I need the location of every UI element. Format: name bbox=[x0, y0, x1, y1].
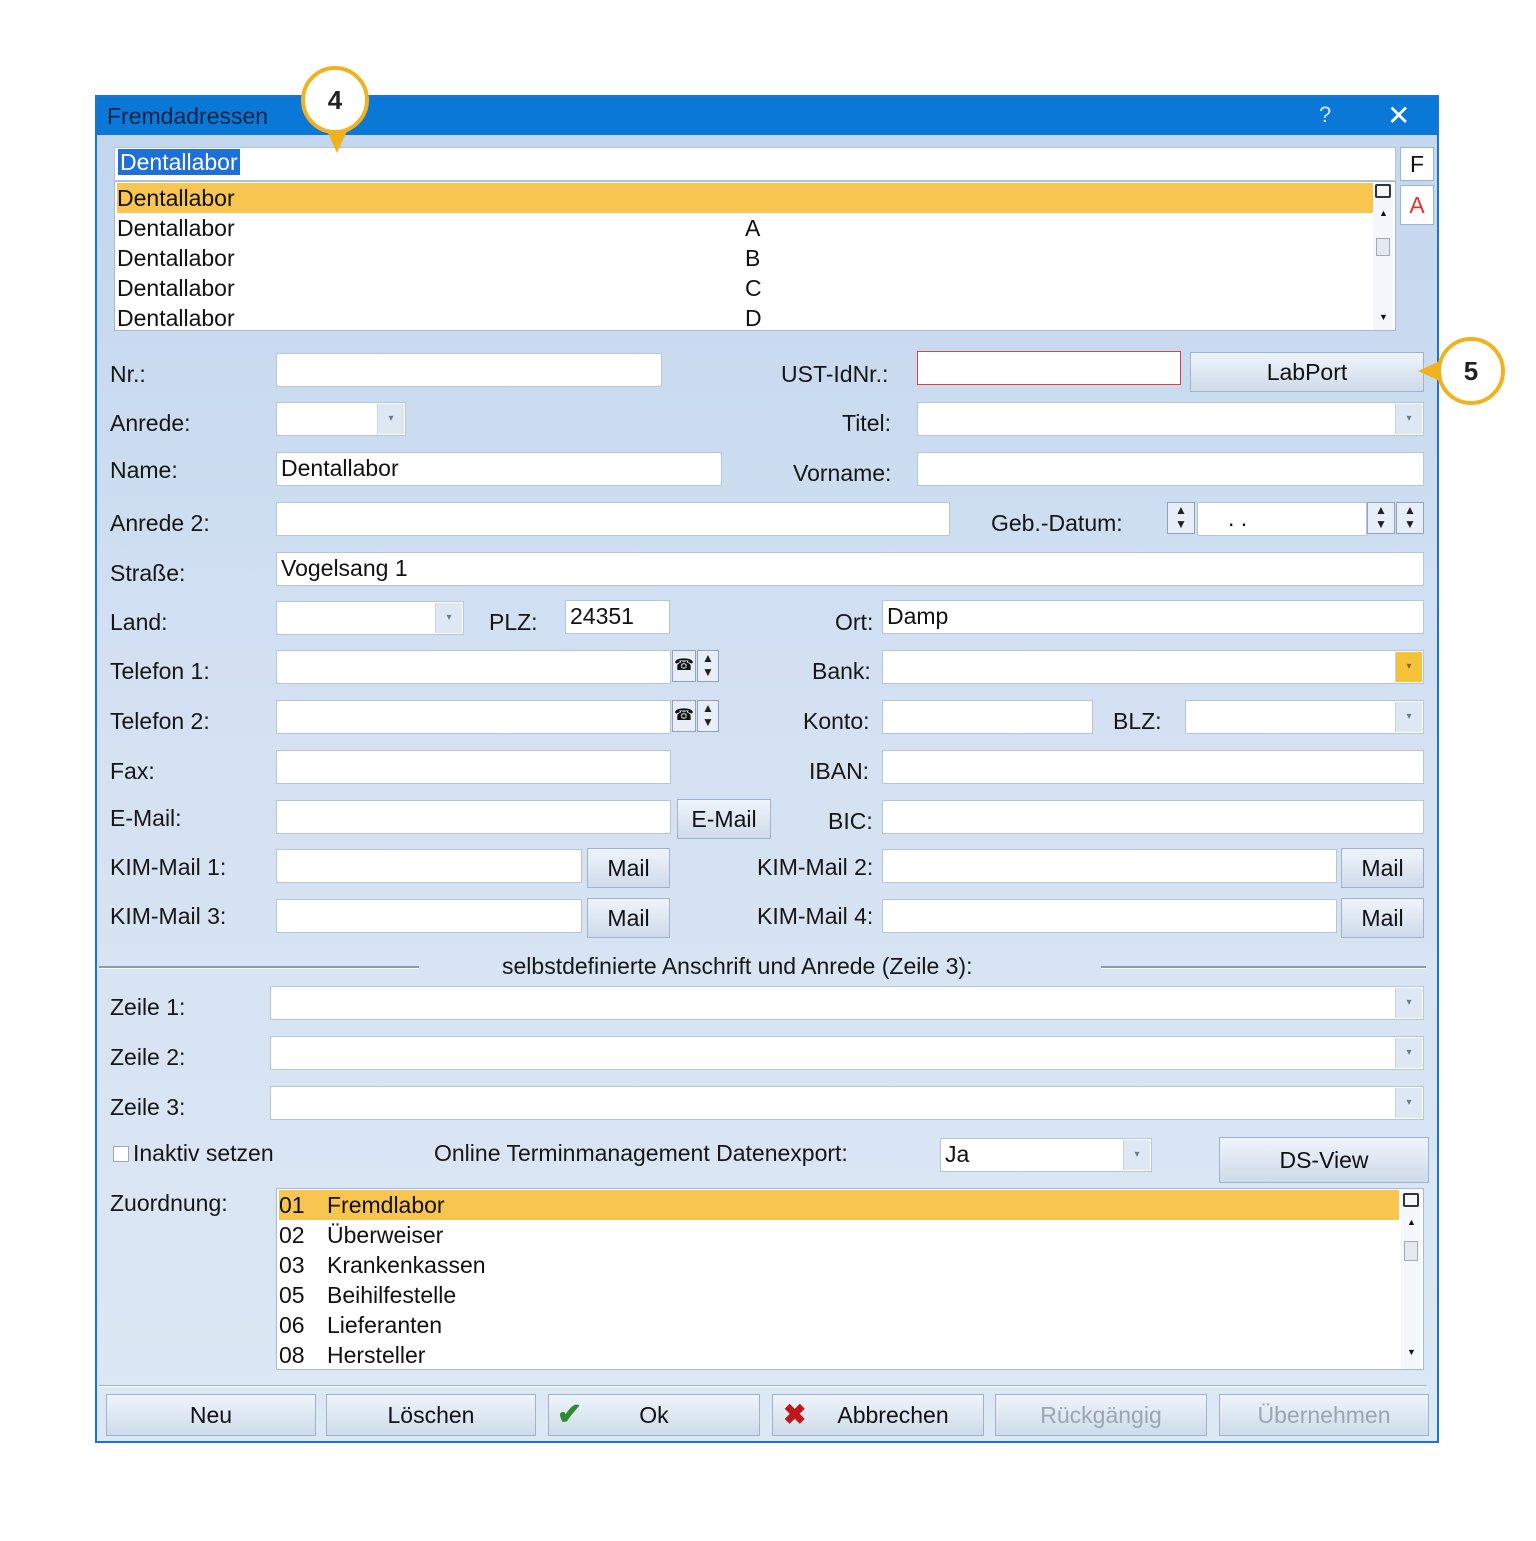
plz-label: PLZ: bbox=[489, 609, 538, 635]
email-label: E-Mail: bbox=[110, 805, 182, 831]
bic-label: BIC: bbox=[828, 808, 873, 834]
callout-5: 5 bbox=[1437, 337, 1505, 405]
nr-field[interactable] bbox=[276, 353, 662, 387]
name-label: Name: bbox=[110, 457, 178, 483]
callout-4-pointer bbox=[327, 131, 347, 153]
zeile3-label: Zeile 3: bbox=[110, 1094, 186, 1120]
close-icon[interactable]: ✕ bbox=[1387, 100, 1411, 131]
zeile1-select[interactable] bbox=[270, 986, 1424, 1020]
kim-mail1-button[interactable]: Mail bbox=[587, 848, 670, 888]
chevron-down-icon[interactable]: ▾ bbox=[1123, 1140, 1150, 1170]
scroll-thumb[interactable] bbox=[1376, 238, 1390, 256]
list-item[interactable]: Dentallabor B bbox=[117, 245, 761, 271]
zeile1-label: Zeile 1: bbox=[110, 994, 186, 1020]
chevron-down-icon[interactable]: ▾ bbox=[1395, 404, 1422, 434]
list-scrollbar[interactable] bbox=[1373, 182, 1393, 330]
iban-field[interactable] bbox=[882, 750, 1424, 784]
email-button[interactable]: E-Mail bbox=[677, 799, 771, 839]
chevron-down-icon[interactable]: ▾ bbox=[1395, 1088, 1422, 1118]
inaktiv-checkbox[interactable] bbox=[113, 1146, 129, 1162]
kim-mail3-field[interactable] bbox=[276, 899, 582, 933]
ort-label: Ort: bbox=[835, 609, 874, 635]
section-divider-left bbox=[99, 966, 419, 969]
scroll-up-icon[interactable]: ▲ bbox=[1379, 208, 1388, 218]
chevron-down-icon[interactable]: ▾ bbox=[1395, 988, 1422, 1018]
print-icon[interactable] bbox=[1403, 1193, 1419, 1207]
konto-label: Konto: bbox=[803, 708, 870, 734]
abbrechen-button[interactable] bbox=[772, 1394, 984, 1436]
labport-button[interactable]: LabPort bbox=[1190, 352, 1424, 392]
address-list[interactable] bbox=[114, 181, 1396, 331]
kim-mail4-label: KIM-Mail 4: bbox=[757, 903, 874, 929]
help-icon[interactable]: ? bbox=[1319, 102, 1332, 127]
email-field[interactable] bbox=[276, 800, 671, 834]
list-item[interactable]: Dentallabor D bbox=[117, 305, 762, 331]
titel-select[interactable] bbox=[917, 402, 1424, 436]
phone-dial-icon[interactable]: ☎ bbox=[672, 700, 696, 732]
callout-4: 4 bbox=[301, 66, 369, 134]
land-label: Land: bbox=[110, 609, 168, 635]
list-item[interactable]: 01 Fremdlabor bbox=[279, 1190, 1399, 1220]
loeschen-button[interactable]: Löschen bbox=[326, 1394, 536, 1436]
rueckgaengig-button[interactable]: Rückgängig bbox=[995, 1394, 1207, 1436]
online-export-select[interactable]: Ja ▾ bbox=[940, 1138, 1152, 1172]
blz-select[interactable] bbox=[1185, 700, 1424, 734]
strasse-field[interactable]: Vogelsang 1 bbox=[276, 552, 1424, 586]
vorname-field[interactable] bbox=[917, 452, 1424, 486]
scroll-down-icon[interactable]: ▼ bbox=[1379, 312, 1388, 322]
zeile2-label: Zeile 2: bbox=[110, 1044, 186, 1070]
scroll-up-icon[interactable]: ▲ bbox=[1407, 1217, 1416, 1227]
date-spinner-left[interactable]: ▲ ▼ bbox=[1167, 502, 1195, 534]
ort-field[interactable]: Damp bbox=[882, 600, 1424, 634]
telefon2-label: Telefon 2: bbox=[110, 708, 210, 734]
list-item[interactable]: 02 Überweiser bbox=[279, 1222, 444, 1248]
kim-mail1-label: KIM-Mail 1: bbox=[110, 854, 227, 880]
uebernehmen-button[interactable]: Übernehmen bbox=[1219, 1394, 1429, 1436]
list-item[interactable]: 06 Lieferanten bbox=[279, 1312, 443, 1338]
date-spinner-right-1[interactable]: ▲ ▼ bbox=[1367, 502, 1395, 534]
kim-mail3-label: KIM-Mail 3: bbox=[110, 903, 227, 929]
geb-datum-label: Geb.-Datum: bbox=[991, 510, 1123, 536]
name-field[interactable]: Dentallabor bbox=[276, 452, 722, 486]
titel-label: Titel: bbox=[842, 410, 891, 436]
window-title: Fremdadressen bbox=[107, 103, 269, 129]
kim-mail2-field[interactable] bbox=[882, 849, 1337, 883]
geb-datum-field[interactable]: . . bbox=[1197, 502, 1367, 536]
zuordnung-scrollbar[interactable] bbox=[1401, 1189, 1421, 1369]
telefon2-spinner[interactable]: ▲ ▼ bbox=[697, 700, 719, 732]
zuordnung-list[interactable] bbox=[276, 1188, 1424, 1370]
online-export-label: Online Terminmanagement Datenexport: bbox=[434, 1140, 848, 1166]
kim-mail1-field[interactable] bbox=[276, 849, 582, 883]
footer-divider bbox=[99, 1385, 1427, 1387]
anrede2-field[interactable] bbox=[276, 502, 950, 536]
section-divider-right bbox=[1101, 966, 1426, 969]
fax-label: Fax: bbox=[110, 758, 155, 784]
ust-label: UST-IdNr.: bbox=[781, 361, 889, 387]
callout-5-pointer bbox=[1418, 361, 1440, 381]
fremdadressen-window bbox=[95, 95, 1439, 1443]
title-bar bbox=[97, 97, 1437, 135]
inaktiv-label: Inaktiv setzen bbox=[133, 1140, 274, 1166]
ust-idnr-field[interactable] bbox=[917, 351, 1181, 385]
vorname-label: Vorname: bbox=[793, 460, 892, 486]
scroll-thumb[interactable] bbox=[1404, 1241, 1418, 1261]
kim-mail4-button[interactable]: Mail bbox=[1341, 898, 1424, 938]
anrede-select[interactable] bbox=[276, 402, 406, 436]
kim-mail2-button[interactable]: Mail bbox=[1341, 848, 1424, 888]
plz-field[interactable]: 24351 bbox=[565, 600, 670, 634]
bank-lookup-icon[interactable]: ▾ bbox=[1395, 652, 1422, 682]
list-item[interactable]: 08 Hersteller bbox=[279, 1342, 426, 1368]
section-title: selbstdefinierte Anschrift und Anrede (Zeile 3): bbox=[502, 953, 973, 979]
phone-dial-icon[interactable]: ☎ bbox=[672, 650, 696, 682]
telefon1-spinner[interactable]: ▲ ▼ bbox=[697, 650, 719, 682]
scroll-down-icon[interactable]: ▼ bbox=[1407, 1347, 1416, 1357]
kim-mail3-button[interactable]: Mail bbox=[587, 898, 670, 938]
bank-select[interactable] bbox=[882, 650, 1424, 684]
kim-mail4-field[interactable] bbox=[882, 899, 1337, 933]
list-item[interactable]: Dentallabor C bbox=[117, 275, 762, 301]
telefon1-label: Telefon 1: bbox=[110, 658, 210, 684]
anrede-label: Anrede: bbox=[110, 410, 191, 436]
search-input-value: Dentallabor bbox=[120, 149, 238, 175]
filter-a-button[interactable]: A bbox=[1400, 185, 1434, 225]
bic-field[interactable] bbox=[882, 800, 1424, 834]
ok-button[interactable] bbox=[548, 1394, 760, 1436]
ds-view-button[interactable]: DS-View bbox=[1219, 1137, 1429, 1183]
ok-label: Ok bbox=[639, 1402, 669, 1428]
fax-field[interactable] bbox=[276, 750, 671, 784]
chevron-down-icon[interactable]: ▾ bbox=[435, 603, 462, 633]
chevron-down-icon[interactable]: ▾ bbox=[377, 404, 404, 434]
date-spinner-right-2[interactable]: ▲ ▼ bbox=[1396, 502, 1424, 534]
telefon1-field[interactable] bbox=[276, 650, 671, 684]
iban-label: IBAN: bbox=[809, 758, 870, 784]
search-input[interactable] bbox=[114, 147, 1396, 181]
zeile3-select[interactable] bbox=[270, 1086, 1424, 1120]
list-item[interactable]: 05 Beihilfestelle bbox=[279, 1282, 457, 1308]
cross-icon: ✖ bbox=[783, 1399, 807, 1430]
strasse-label: Straße: bbox=[110, 560, 186, 586]
telefon2-field[interactable] bbox=[276, 700, 671, 734]
blz-label: BLZ: bbox=[1113, 708, 1162, 734]
zuordnung-label: Zuordnung: bbox=[110, 1190, 228, 1216]
filter-f-button[interactable]: F bbox=[1400, 147, 1434, 181]
zeile2-select[interactable] bbox=[270, 1036, 1424, 1070]
abbrechen-label: Abbrechen bbox=[837, 1402, 949, 1428]
list-item[interactable]: Dentallabor bbox=[117, 183, 1373, 213]
chevron-down-icon[interactable]: ▾ bbox=[1395, 702, 1422, 732]
chevron-down-icon[interactable]: ▾ bbox=[1395, 1038, 1422, 1068]
kim-mail2-label: KIM-Mail 2: bbox=[757, 854, 874, 880]
nr-label: Nr.: bbox=[110, 361, 146, 387]
anrede2-label: Anrede 2: bbox=[110, 510, 210, 536]
checkmark-icon: ✔ bbox=[557, 1398, 583, 1431]
bank-label: Bank: bbox=[812, 658, 871, 684]
list-item[interactable]: 03 Krankenkassen bbox=[279, 1252, 486, 1278]
list-item[interactable]: Dentallabor A bbox=[117, 215, 761, 241]
neu-button[interactable]: Neu bbox=[106, 1394, 316, 1436]
print-icon[interactable] bbox=[1375, 184, 1391, 198]
land-select[interactable] bbox=[276, 601, 464, 635]
konto-field[interactable] bbox=[882, 700, 1093, 734]
